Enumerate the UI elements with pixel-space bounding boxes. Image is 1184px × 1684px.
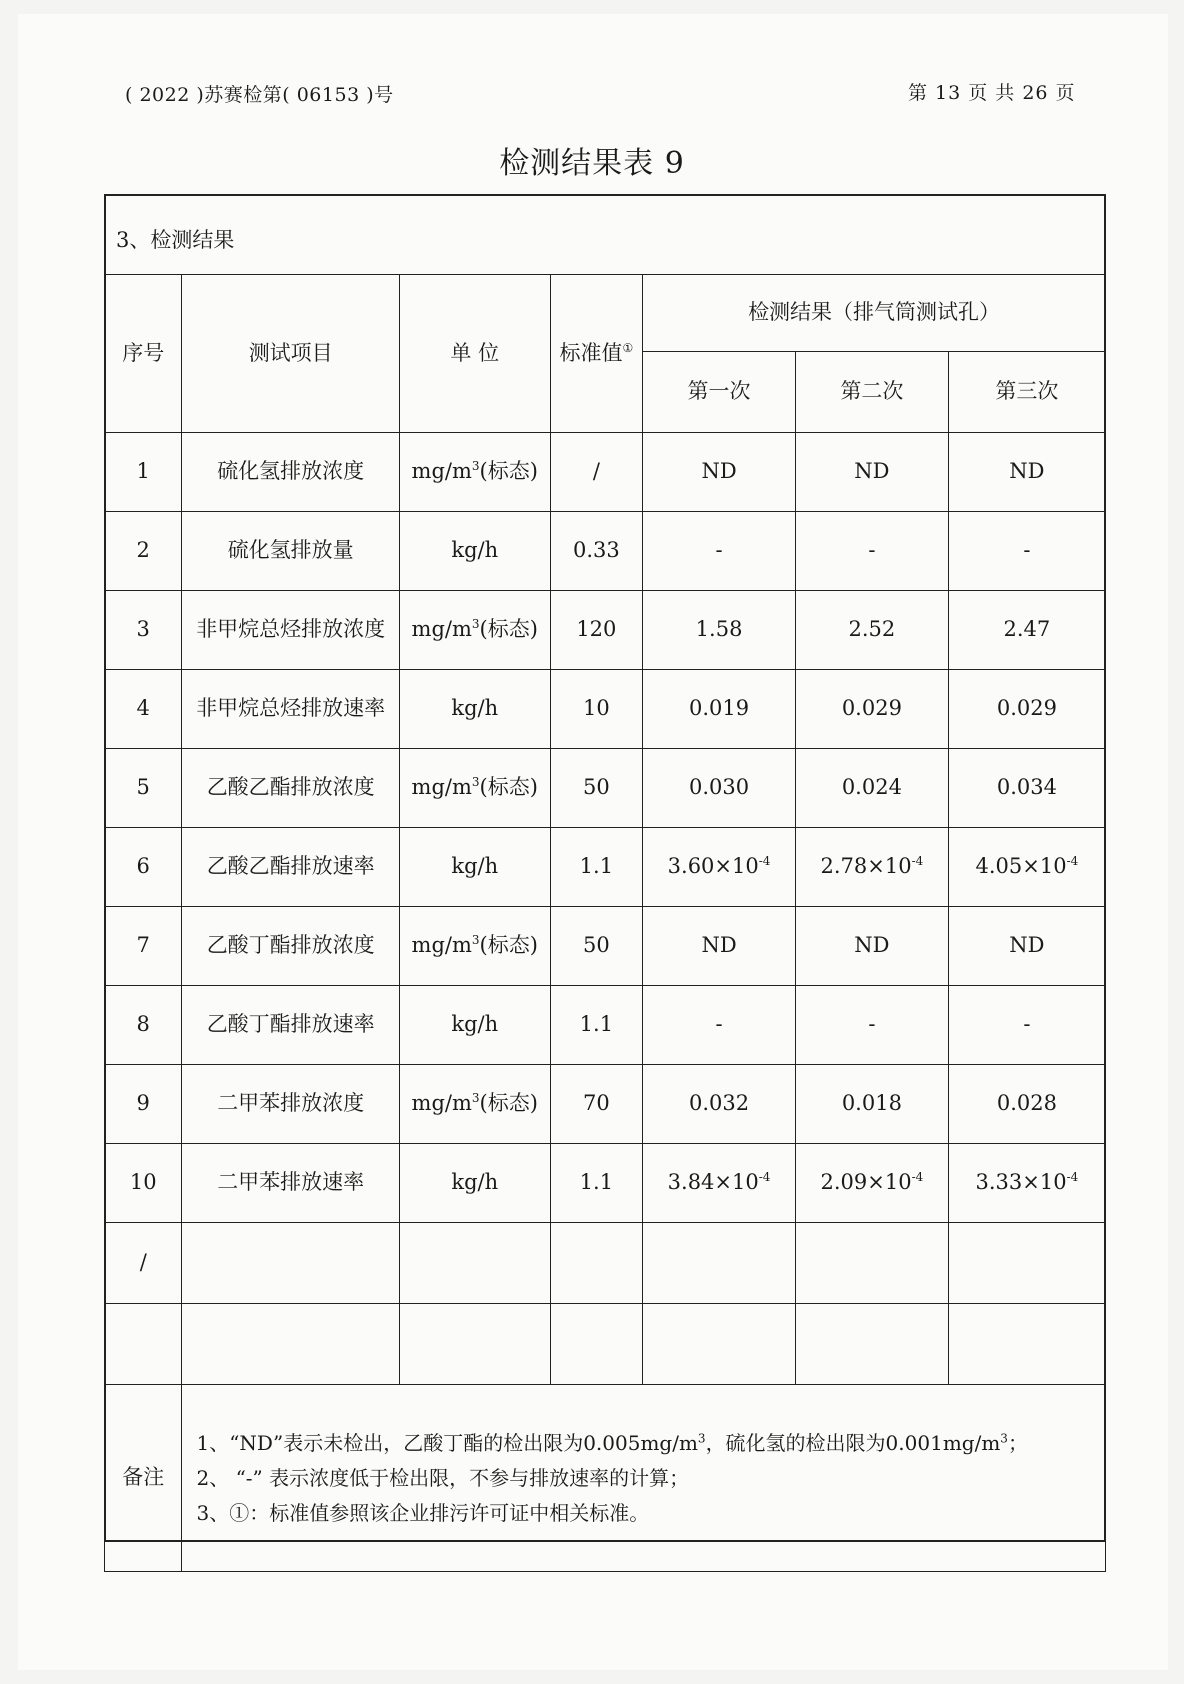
cell-item: 二甲苯排放浓度 xyxy=(182,1065,399,1144)
notes-line-1-part-a: 1、“ND”表示未检出，乙酸丁酯的检出限为0.005mg/m xyxy=(196,1430,698,1455)
cell-item: 非甲烷总烃排放浓度 xyxy=(182,591,399,670)
cell-standard: / xyxy=(550,433,643,512)
unit-suffix: (标态) xyxy=(479,1091,538,1116)
notes-content xyxy=(182,1385,1106,1572)
unit-superscript: 3 xyxy=(471,459,480,474)
cell-item: 乙酸丁酯排放速率 xyxy=(182,986,399,1065)
result-value: - xyxy=(868,538,876,563)
header-second: 第二次 xyxy=(795,352,948,433)
unit-suffix: (标态) xyxy=(479,933,538,958)
table-row xyxy=(105,433,1106,512)
cell-result-1 xyxy=(643,828,796,907)
cell-item: 二甲苯排放速率 xyxy=(182,1144,399,1223)
cell-result-1 xyxy=(643,749,796,828)
header-item: 测试项目 xyxy=(182,275,399,433)
cell-result-3 xyxy=(948,828,1105,907)
cell-unit xyxy=(399,670,550,749)
cell-result-2 xyxy=(795,749,948,828)
notes-superscript: 3 xyxy=(697,1430,706,1445)
result-exponent: -4 xyxy=(911,1170,924,1185)
table-row xyxy=(105,828,1106,907)
unit-base: mg/m xyxy=(411,933,472,958)
cell-unit xyxy=(399,512,550,591)
result-value: 3.60×10 xyxy=(667,854,759,879)
result-value: 0.018 xyxy=(841,1091,902,1116)
unit-superscript: 3 xyxy=(471,775,480,790)
table-row xyxy=(105,512,1106,591)
result-exponent: -4 xyxy=(1066,854,1079,869)
cell-result-2 xyxy=(795,670,948,749)
result-exponent: -4 xyxy=(911,854,924,869)
cell-result-1 xyxy=(643,433,796,512)
unit-suffix: (标态) xyxy=(479,459,538,484)
unit-suffix: (标态) xyxy=(479,775,538,800)
page-info: 第 13 页 共 26 页 xyxy=(908,82,1076,104)
result-value: 1.58 xyxy=(695,617,743,642)
header-standard xyxy=(550,275,643,433)
header-results-group: 检测结果（排气筒测试孔） xyxy=(643,275,1106,352)
cell-result-2 xyxy=(795,1144,948,1223)
table-row xyxy=(105,670,1106,749)
result-value: ND xyxy=(854,459,890,484)
unit-base: kg/h xyxy=(451,854,499,879)
cell-result-3 xyxy=(948,986,1105,1065)
unit-base: kg/h xyxy=(451,696,499,721)
table-row xyxy=(105,591,1106,670)
cell-result-3 xyxy=(948,591,1105,670)
header-first: 第一次 xyxy=(643,352,796,433)
unit-base: mg/m xyxy=(411,459,472,484)
result-value: ND xyxy=(1009,459,1045,484)
table-row xyxy=(105,749,1106,828)
notes-line-2: 2、 “-” 表示浓度低于检出限，不参与排放速率的计算； xyxy=(196,1465,690,1490)
result-value: 3.84×10 xyxy=(667,1170,759,1195)
cell-result-1 xyxy=(643,986,796,1065)
cell-unit xyxy=(399,1065,550,1144)
notes-line-1 xyxy=(196,1426,1101,1461)
notes-line-1-part-c: ； xyxy=(1007,1430,1028,1455)
cell-item: 硫化氢排放浓度 xyxy=(182,433,399,512)
empty-cell xyxy=(182,1304,399,1385)
cell-result-3 xyxy=(948,433,1105,512)
cell-standard: 1.1 xyxy=(550,1144,643,1223)
notes-line-3: 3、①：标准值参照该企业排污许可证中相关标准。 xyxy=(196,1500,650,1525)
result-value: 0.030 xyxy=(688,775,750,800)
empty-cell xyxy=(795,1304,948,1385)
unit-suffix: (标态) xyxy=(479,617,538,642)
cell-index: 10 xyxy=(105,1144,182,1223)
cell-unit xyxy=(399,1144,550,1223)
empty-cell xyxy=(948,1223,1105,1304)
cell-standard: 50 xyxy=(550,907,643,986)
cell-standard: 120 xyxy=(550,591,643,670)
cell-result-1 xyxy=(643,670,796,749)
cell-index: 5 xyxy=(105,749,182,828)
empty-row xyxy=(105,1304,1106,1385)
cell-result-2 xyxy=(795,512,948,591)
table-row xyxy=(105,907,1106,986)
result-value: - xyxy=(1023,1012,1031,1037)
unit-base: kg/h xyxy=(451,538,499,563)
result-value: 2.09×10 xyxy=(820,1170,912,1195)
cell-result-2 xyxy=(795,828,948,907)
result-value: 0.024 xyxy=(841,775,902,800)
cell-standard: 0.33 xyxy=(550,512,643,591)
cell-unit xyxy=(399,433,550,512)
notes-label: 备注 xyxy=(105,1385,182,1572)
result-value: ND xyxy=(701,459,737,484)
unit-base: kg/h xyxy=(451,1012,499,1037)
cell-result-3 xyxy=(948,1144,1105,1223)
result-value: 0.029 xyxy=(996,696,1057,721)
unit-superscript: 3 xyxy=(471,933,480,948)
result-value: 0.032 xyxy=(688,1091,750,1116)
header-standard-text: 标准值 xyxy=(559,340,623,365)
table-row xyxy=(105,1065,1106,1144)
notes-superscript: 3 xyxy=(1000,1430,1008,1445)
header-unit: 单 位 xyxy=(399,275,550,433)
cell-index: 4 xyxy=(105,670,182,749)
cell-result-1 xyxy=(643,1144,796,1223)
unit-base: mg/m xyxy=(411,617,472,642)
result-value: 2.78×10 xyxy=(820,854,912,879)
header-third: 第三次 xyxy=(948,352,1105,433)
cell-index: 9 xyxy=(105,1065,182,1144)
cell-index: 8 xyxy=(105,986,182,1065)
result-value: - xyxy=(1023,538,1031,563)
empty-cell xyxy=(550,1223,643,1304)
empty-row xyxy=(105,1223,1106,1304)
unit-base: mg/m xyxy=(411,775,472,800)
table-row xyxy=(105,986,1106,1065)
cell-unit xyxy=(399,591,550,670)
result-value: - xyxy=(868,1012,876,1037)
result-exponent: -4 xyxy=(758,854,771,869)
result-value: ND xyxy=(701,933,737,958)
cell-item: 非甲烷总烃排放速率 xyxy=(182,670,399,749)
notes-line-1-part-b: ，硫化氢的检出限为0.001mg/m xyxy=(705,1430,1001,1455)
cell-unit xyxy=(399,828,550,907)
cell-result-3 xyxy=(948,749,1105,828)
cell-index: 7 xyxy=(105,907,182,986)
table-row xyxy=(105,1144,1106,1223)
result-exponent: -4 xyxy=(758,1170,771,1185)
result-value: 0.029 xyxy=(841,696,902,721)
cell-item: 乙酸乙酯排放浓度 xyxy=(182,749,399,828)
cell-result-3 xyxy=(948,907,1105,986)
cell-result-1 xyxy=(643,512,796,591)
cell-item: 乙酸丁酯排放浓度 xyxy=(182,907,399,986)
standard-footnote-mark: ① xyxy=(622,340,634,355)
notes-row xyxy=(105,1385,1106,1572)
section-title: 3、检测结果 xyxy=(116,228,235,252)
header-index: 序号 xyxy=(105,275,182,433)
cell-index: 1 xyxy=(105,433,182,512)
cell-unit xyxy=(399,986,550,1065)
cell-standard: 70 xyxy=(550,1065,643,1144)
unit-base: kg/h xyxy=(451,1170,499,1195)
empty-cell xyxy=(105,1304,182,1385)
cell-result-3 xyxy=(948,512,1105,591)
result-value: 0.034 xyxy=(996,775,1057,800)
cell-result-2 xyxy=(795,433,948,512)
cell-unit xyxy=(399,907,550,986)
result-value: - xyxy=(715,1012,723,1037)
unit-superscript: 3 xyxy=(471,1091,480,1106)
result-value: 3.33×10 xyxy=(975,1170,1067,1195)
page-title: 检测结果表 9 xyxy=(499,146,685,181)
result-value: 0.028 xyxy=(996,1091,1057,1116)
unit-base: mg/m xyxy=(411,1091,472,1116)
results-table xyxy=(104,274,1106,1572)
result-value: - xyxy=(715,538,723,563)
report-number: ( 2022 )苏赛检第( 06153 )号 xyxy=(125,84,394,106)
empty-cell xyxy=(550,1304,643,1385)
cell-standard: 10 xyxy=(550,670,643,749)
cell-result-1 xyxy=(643,907,796,986)
cell-item: 硫化氢排放量 xyxy=(182,512,399,591)
cell-result-3 xyxy=(948,1065,1105,1144)
cell-result-2 xyxy=(795,1065,948,1144)
empty-cell xyxy=(643,1223,796,1304)
cell-standard: 50 xyxy=(550,749,643,828)
empty-cell xyxy=(948,1304,1105,1385)
cell-result-3 xyxy=(948,670,1105,749)
empty-cell xyxy=(182,1223,399,1304)
result-value: 0.019 xyxy=(688,696,750,721)
cell-unit xyxy=(399,749,550,828)
result-value: 4.05×10 xyxy=(975,854,1067,879)
cell-standard: 1.1 xyxy=(550,828,643,907)
result-exponent: -4 xyxy=(1066,1170,1079,1185)
cell-item: 乙酸乙酯排放速率 xyxy=(182,828,399,907)
cell-result-1 xyxy=(643,591,796,670)
result-value: ND xyxy=(1009,933,1045,958)
cell-index: 2 xyxy=(105,512,182,591)
empty-cell xyxy=(399,1304,550,1385)
cell-result-2 xyxy=(795,986,948,1065)
empty-cell xyxy=(795,1223,948,1304)
result-value: 2.52 xyxy=(848,617,896,642)
cell-result-2 xyxy=(795,907,948,986)
cell-index: 3 xyxy=(105,591,182,670)
result-value: 2.47 xyxy=(1003,617,1051,642)
empty-cell xyxy=(399,1223,550,1304)
cell-index: 6 xyxy=(105,828,182,907)
cell-result-2 xyxy=(795,591,948,670)
result-value: ND xyxy=(854,933,890,958)
unit-superscript: 3 xyxy=(471,617,480,632)
cell-result-1 xyxy=(643,1065,796,1144)
cell-standard: 1.1 xyxy=(550,986,643,1065)
empty-row-mark: / xyxy=(105,1223,182,1304)
empty-cell xyxy=(643,1304,796,1385)
